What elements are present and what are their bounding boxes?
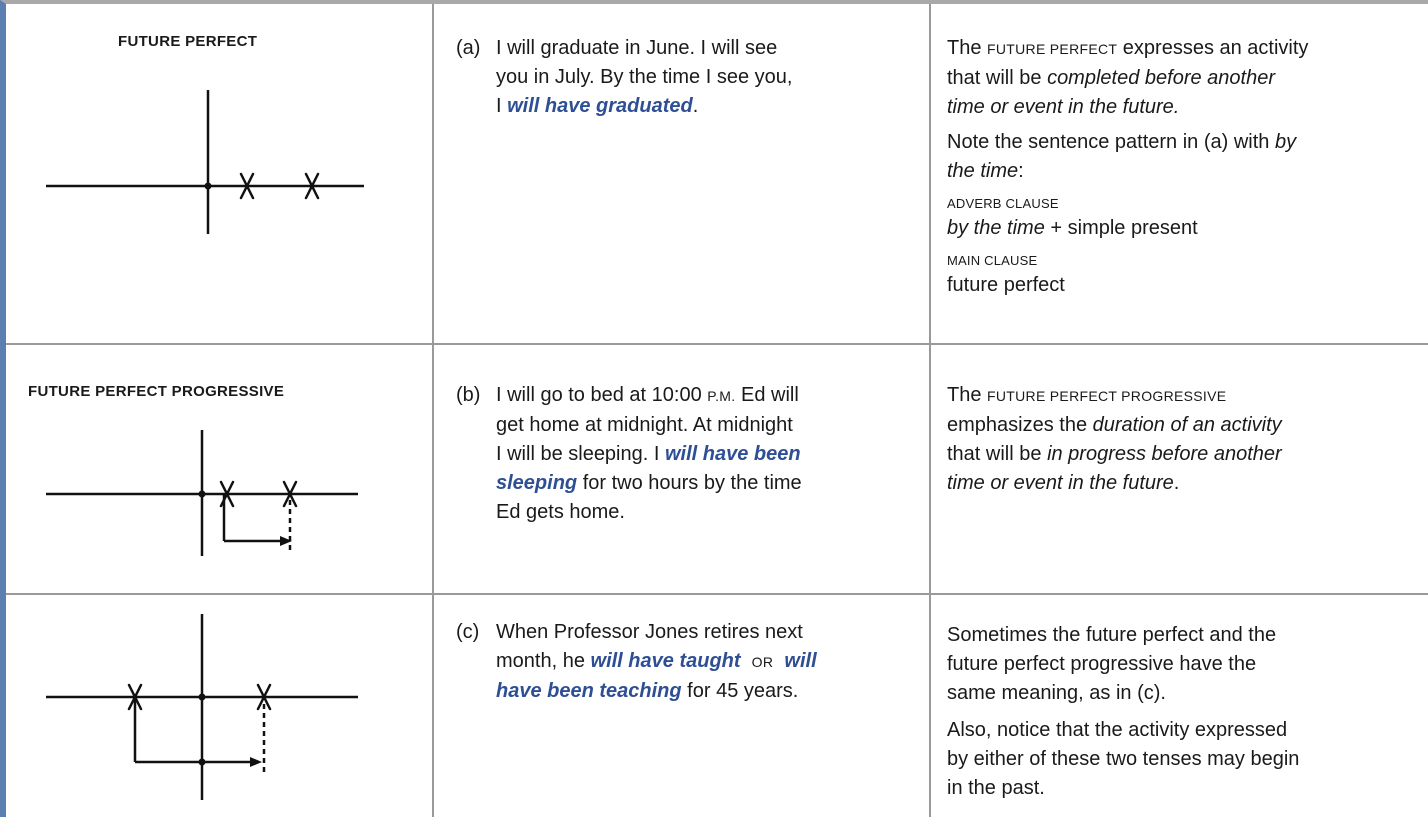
time-abbrev: P.M. — [707, 388, 736, 404]
note-text: Also, notice that the activity expressed — [947, 719, 1288, 741]
note-same-meaning — [947, 621, 1417, 809]
note-text: . — [1173, 472, 1180, 494]
example-line: I will graduate in June. I will see — [496, 37, 778, 59]
adverb-clause-heading: ADVERB CLAUSE — [947, 196, 1059, 211]
example-text: Ed will — [735, 384, 799, 406]
note-text: The — [947, 384, 988, 406]
tense-title-future-perfect-progressive: FUTURE PERFECT PROGRESSIVE — [28, 383, 285, 400]
note-italic: in progress before another — [1047, 443, 1282, 465]
example-line — [496, 381, 896, 411]
highlighted-verb: will have taught — [590, 650, 741, 672]
note-paragraph — [947, 381, 1417, 498]
highlighted-verb: will have graduated — [507, 95, 693, 117]
example-text: for 45 years. — [681, 680, 799, 702]
row-divider-1 — [6, 343, 1428, 345]
note-text: : — [1018, 160, 1024, 182]
example-line: get home at midnight. At midnight — [496, 414, 793, 436]
note-text: + simple present — [1044, 217, 1198, 239]
column-divider-1 — [432, 4, 434, 817]
example-text: I will be sleeping. I — [496, 443, 665, 465]
note-paragraph — [947, 716, 1417, 803]
example-text: month, he — [496, 650, 591, 672]
example-line: Ed gets home. — [496, 501, 625, 523]
note-text: that will be — [947, 67, 1048, 89]
example-line — [496, 469, 896, 498]
tense-title-future-perfect: FUTURE PERFECT — [118, 33, 258, 50]
note-paragraph — [947, 621, 1417, 708]
note-paragraph — [947, 34, 1417, 122]
note-italic: time or event in the future. — [947, 96, 1180, 118]
example-label: (c) — [456, 621, 480, 643]
example-text: . — [692, 95, 699, 117]
note-italic: by — [1274, 131, 1297, 153]
example-line — [496, 440, 896, 469]
example-line: you in July. By the time I see you, — [496, 66, 793, 88]
note-paragraph — [947, 214, 1417, 243]
note-text: The — [947, 37, 988, 59]
example-text: I — [496, 95, 508, 117]
note-text: that will be — [947, 443, 1048, 465]
row-divider-2 — [6, 593, 1428, 595]
highlighted-verb: will — [784, 650, 817, 672]
note-paragraph — [947, 128, 1417, 186]
highlighted-verb: sleeping — [496, 472, 578, 494]
highlighted-verb: have been teaching — [496, 680, 682, 702]
note-italic: the time — [947, 160, 1019, 182]
or-connector: OR — [751, 654, 774, 670]
example-text: for two hours by the time — [577, 472, 802, 494]
overlap-timeline-icon — [40, 612, 380, 802]
note-italic: duration of an activity — [1092, 414, 1282, 436]
note-text: emphasizes the — [947, 414, 1093, 436]
note-text: expresses an activity — [1117, 37, 1309, 59]
example-line — [496, 677, 896, 706]
note-italic: completed before another — [1047, 67, 1275, 89]
note-paragraph: future perfect — [947, 274, 1065, 296]
note-text: by either of these two tenses may begin — [947, 748, 1300, 770]
note-text: in the past. — [947, 777, 1045, 799]
example-line — [496, 92, 896, 121]
main-clause-heading: MAIN CLAUSE — [947, 253, 1038, 268]
tense-name: FUTURE PERFECT PROGRESSIVE — [987, 388, 1227, 404]
future-perfect-timeline-icon — [40, 88, 380, 238]
example-label: (a) — [456, 37, 481, 59]
example-line — [496, 647, 896, 677]
note-future-perfect — [947, 34, 1417, 306]
note-text: Sometimes the future perfect and the — [947, 624, 1277, 646]
future-perfect-progressive-timeline-icon — [40, 428, 380, 568]
example-label: (b) — [456, 384, 481, 406]
note-italic: time or event in the future — [947, 472, 1174, 494]
example-text: I will go to bed at 10:00 — [496, 384, 708, 406]
example-line: When Professor Jones retires next — [496, 621, 803, 643]
note-text: Note the sentence pattern in (a) with — [947, 131, 1275, 153]
highlighted-verb: will have been — [664, 443, 801, 465]
note-text: same meaning, as in (c). — [947, 682, 1166, 704]
note-future-perfect-progressive — [947, 381, 1417, 504]
note-italic: by the time — [947, 217, 1045, 239]
tense-name: FUTURE PERFECT — [987, 41, 1118, 57]
column-divider-2 — [929, 4, 931, 817]
note-text: future perfect progressive have the — [947, 653, 1257, 675]
